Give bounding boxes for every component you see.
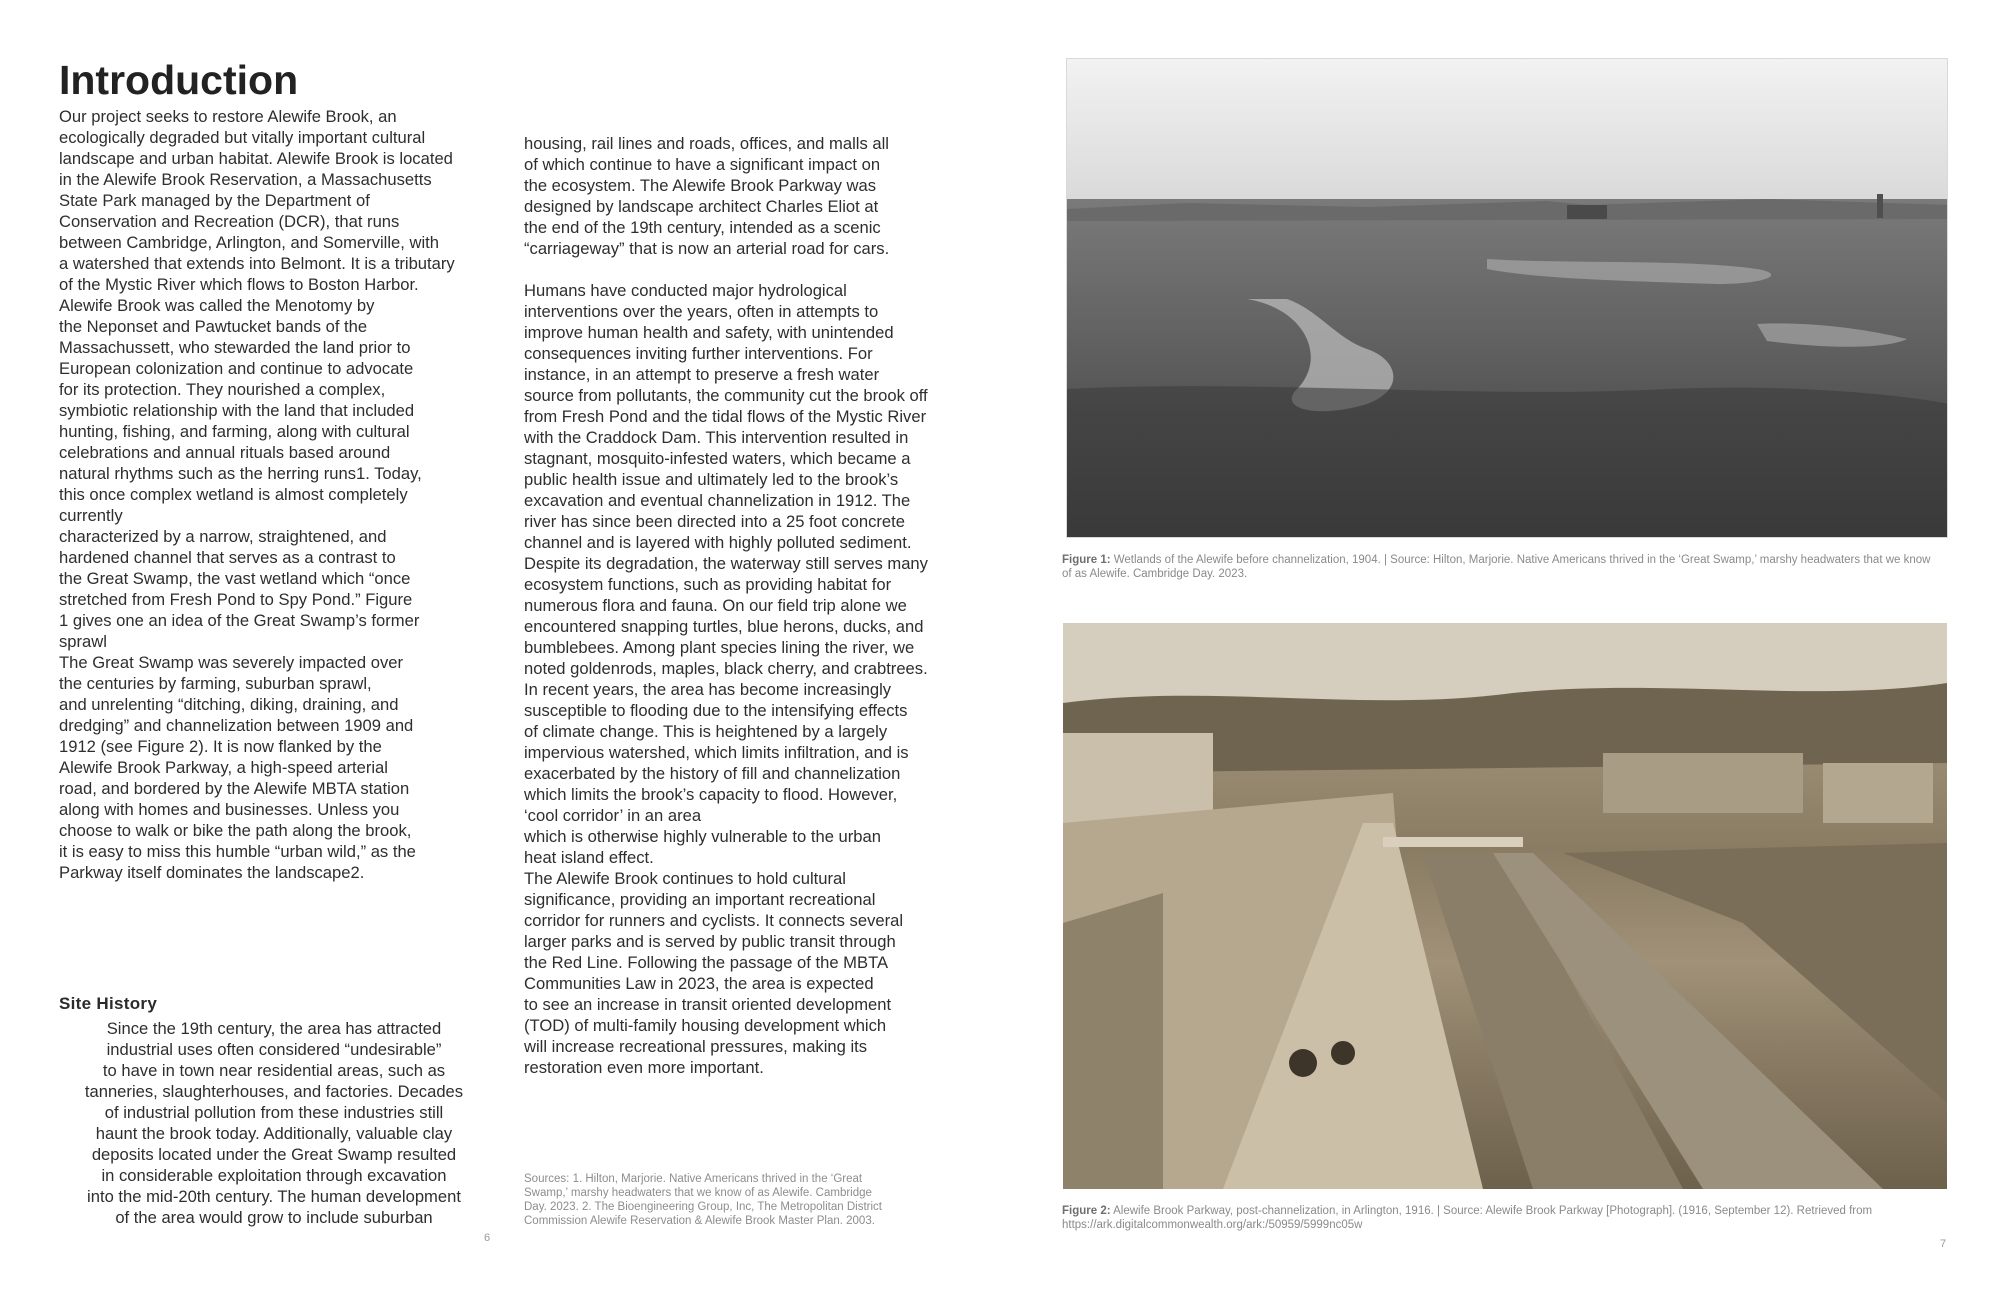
figure-2-label: Figure 2: [1062,1205,1111,1217]
site-history-heading: Site History [59,994,158,1013]
page-title: Introduction [59,57,299,103]
paragraph-interventions: Humans have conducted major hydrological interventions over the years, often in attempts to improve human health and safety, with unintended consequences inviting further interventions. For instance, in an attempt to preserve a fresh water source from pollutants, the community cut the brook off from Fresh Pond and the tidal flows of the Mystic River with the Craddock Dam. This intervention resulted in stagnant, mosquito-infested waters, which became a public health issue and ultimately led to the brook’s excavation and eventual channelization in 1912. The river has since been directed into a 25 foot concrete channel and is layered with highly polluted sediment. Despite its degradation, the waterway still serves many ecosystem functions, such as providing habitat for numerous flora and fauna. On our field trip alone we encountered snapping turtles, blue herons, ducks, and bumblebees. Among plant species lining the river, we noted goldenrods, maples, black cherry, and crabtrees. In recent years, the area has become increasingly susceptible to flooding due to the intensifying effects of climate change. This is heightened by a largely impervious watershed, which limits infiltration, and is exacerbated by the history of fill and channelization which limits the brook’s capacity to flood. However, ‘cool corridor’ in an area which is otherwise highly vulnerable to the urban heat island effect. The Alewife Brook continues to hold cultural significance, providing an important recreational corridor for runners and cyclists. It connects several larger parks and is served by public transit through the Red Line. Following the passage of the MBTA Communities Law in 2023, the area is expected to see an increase in transit oriented development (TOD) of multi-family housing development which will increase recreational pressures, making its restoration even more important. [524,281,928,1077]
figure-2-parkway-photo [1063,623,1947,1189]
figure-2-caption-text: Alewife Brook Parkway, post-channelization, in Arlington, 1916. | Source: Alewife Brook Parkway [Photograph]. (1916, September 12). Retrieved from https://ark.digitalcommonwealth.org/ark:/50959/5999nc05w [1062,1205,1873,1231]
intro-column-2 [524,133,969,1078]
figure-1-caption [1062,553,1942,581]
figure-2-caption [1062,1204,1942,1232]
site-history-text: Since the 19th century, the area has attracted industrial uses often considered “undesirable” to have in town near residential areas, such as tanneries, slaughterhouses, and factories. Decades of industrial pollution from these industries still haunt the brook today. Additionally, valuable clay deposits located under the Great Swamp resulted in considerable exploitation through excavation into the mid-20th century. The human development of the area would grow to include suburban [84,1019,464,1227]
figure-2-photo-graphic [1063,623,1947,1189]
figure-1-wetlands-photo [1066,58,1948,538]
figure-1-caption-text: Wetlands of the Alewife before channelization, 1904. | Source: Hilton, Marjorie. Native Americans thrived in the ‘Great Swamp,’ marshy headwaters that we know of as Alewife. Cambridge Day. 2023. [1062,554,1931,580]
page-number-right: 7 [1940,1238,1947,1250]
figure-1-photo-graphic [1067,59,1948,538]
paragraph-housing: housing, rail lines and roads, offices, and malls all of which continue to have a significant impact on the ecosystem. The Alewife Brook Parkway was designed by landscape architect Charles Eliot at the end of the 19th century, intended as a scenic “carriageway” that is now an arterial road for cars. [524,134,890,258]
sources-footnote: Sources: 1. Hilton, Marjorie. Native Americans thrived in the ‘Great Swamp,’ marshy headwaters that we know of as Alewife. Cambridge Day. 2023. 2. The Bioengineering Group, Inc, The Metropolitan District Commission Alewife Reservation & Alewife Brook Master Plan. 2003. [524,1173,882,1227]
page-number-left: 6 [484,1232,491,1244]
intro-column-1: Our project seeks to restore Alewife Brook, an ecologically degraded but vitally important cultural landscape and urban habitat. Alewife Brook is located in the Alewife Brook Reservation, a Massachusetts State Park managed by the Department of Conservation and Recreation (DCR), that runs between Cambridge, Arlington, and Somerville, with a watershed that extends into Belmont. It is a tributary of the Mystic River which flows to Boston Harbor. Alewife Brook was called the Menotomy by the Neponset and Pawtucket bands of the Massachussett, who stewarded the land prior to European colonization and continue to advocate for its protection. They nourished a complex, symbiotic relationship with the land that included hunting, fishing, and farming, along with cultural celebrations and annual rituals based around natural rhythms such as the herring runs1. Today, this once complex wetland is almost completely currently characterized by a narrow, straightened, and hardened channel that serves as a contrast to the Great Swamp, the vast wetland which “once stretched from Fresh Pond to Spy Pond.” Figure 1 gives one an idea of the Great Swamp’s former sprawl The Great Swamp was severely impacted over the centuries by farming, suburban sprawl, and unrelenting “ditching, diking, draining, and dredging” and channelization between 1909 and 1912 (see Figure 2). It is now flanked by the Alewife Brook Parkway, a high-speed arterial road, and bordered by the Alewife MBTA station along with homes and businesses. Unless you choose to walk or bike the path along the brook, it is easy to miss this humble “urban wild,” as the Parkway itself dominates the landscape2. [59,107,455,882]
figure-1-label: Figure 1: [1062,554,1111,566]
